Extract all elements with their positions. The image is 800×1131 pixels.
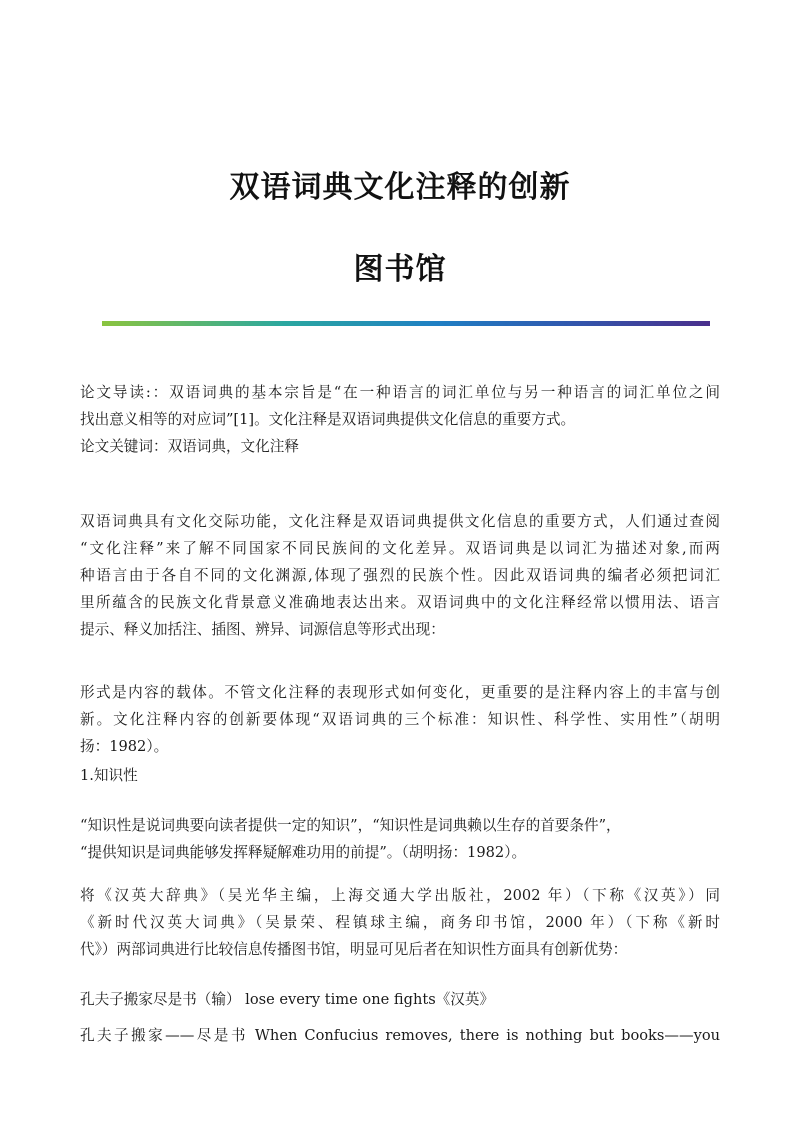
paragraph-line: 新。文化注释内容的创新要体现“双语词典的三个标准：知识性、科学性、实用性”（胡明 <box>80 711 720 728</box>
paragraph-line: 扬：1982）。 <box>80 738 169 755</box>
document-subtitle: 图书馆 <box>353 252 447 287</box>
document-title: 双语词典文化注释的创新 <box>229 170 571 205</box>
paragraph-line: 种语言由于各自不同的文化渊源,体现了强烈的民族个性。因此双语词典的编者必须把词汇 <box>80 567 720 584</box>
example-2 <box>80 1022 720 1049</box>
paragraph-line: 《新时代汉英大词典》（吴景荣、程镇球主编，商务印书馆，2000 年）（下称《新时 <box>80 914 720 931</box>
paragraph-line: 双语词典具有文化交际功能，文化注释是双语词典提供文化信息的重要方式，人们通过查阅 <box>80 513 720 530</box>
example-line: 孔夫子搬家——尽是书 When Confucius removes, there is nothing but books——you <box>80 1027 720 1044</box>
body-paragraph-1 <box>80 508 720 643</box>
paragraph-line: 里所蕴含的民族文化背景意义准确地表达出来。双语词典中的文化注释经常以惯用法、语言 <box>80 594 720 611</box>
paragraph-line: 提示、释义加括注、插图、辨异、词源信息等形式出现： <box>80 621 445 638</box>
section-heading <box>80 762 720 789</box>
keywords: 论文关键词：双语词典，文化注释 <box>80 438 299 455</box>
body-paragraph-4 <box>80 882 720 963</box>
paragraph-line: 形式是内容的载体。不管文化注释的表现形式如何变化，更重要的是注释内容上的丰富与创 <box>80 684 720 701</box>
example-1 <box>80 986 720 1013</box>
paragraph-line: 将《汉英大辞典》（吴光华主编，上海交通大学出版社，2002 年）（下称《汉英》）同 <box>80 887 720 904</box>
abstract <box>80 379 720 460</box>
title-divider <box>102 321 710 326</box>
abstract-line: 论文导读:：双语词典的基本宗旨是“在一种语言的词汇单位与另一种语言的词汇单位之间 <box>80 384 720 401</box>
body-paragraph-3 <box>80 812 720 866</box>
example-line: 孔夫子搬家尽是书（输） lose every time one fights《汉英》 <box>80 991 495 1008</box>
abstract-line: 找出意义相等的对应词”[1]。文化注释是双语词典提供文化信息的重要方式。 <box>80 411 576 428</box>
body-paragraph-2 <box>80 679 720 760</box>
section-heading-text: 1.知识性 <box>80 767 138 784</box>
paragraph-line: “知识性是说词典要向读者提供一定的知识”，“知识性是词典赖以生存的首要条件”， <box>80 817 621 834</box>
paragraph-line: “文化注释”来了解不同国家不同民族间的文化差异。双语词典是以词汇为描述对象,而两 <box>80 540 720 557</box>
paragraph-line: “提供知识是词典能够发挥释疑解难功用的前提”。（胡明扬：1982）。 <box>80 844 527 861</box>
paragraph-line: 代》）两部词典进行比较信息传播图书馆，明显可见后者在知识性方面具有创新优势： <box>80 941 628 958</box>
